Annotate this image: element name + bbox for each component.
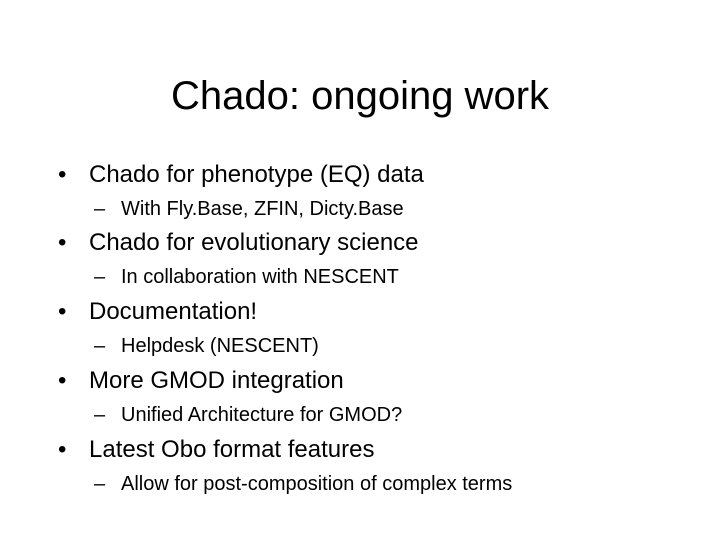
dash-icon: – <box>94 404 106 426</box>
sub-text-5: Allow for post-composition of complex terms <box>121 473 513 495</box>
bullet-text-2: Chado for evolutionary science <box>89 229 419 256</box>
bullet-item-3 <box>58 297 658 327</box>
bullet-item-4 <box>58 366 658 396</box>
bullet-text-5: Latest Obo format features <box>89 436 375 463</box>
bullet-item-1 <box>58 160 658 190</box>
bullet-text-4: More GMOD integration <box>89 367 344 394</box>
dash-icon: – <box>94 473 106 495</box>
dash-icon: – <box>94 266 106 288</box>
dash-icon: – <box>94 198 106 220</box>
bullet-icon: • <box>58 298 67 325</box>
sub-text-4: Unified Architecture for GMOD? <box>121 404 403 426</box>
bullet-icon: • <box>58 161 67 188</box>
sub-item-1 <box>94 196 654 222</box>
sub-item-2 <box>94 264 654 290</box>
sub-text-1: With Fly.Base, ZFIN, Dicty.Base <box>121 198 404 220</box>
sub-item-5 <box>94 471 654 497</box>
sub-text-2: In collaboration with NESCENT <box>121 266 399 288</box>
slide-title: Chado: ongoing work <box>170 74 550 118</box>
sub-text-3: Helpdesk (NESCENT) <box>121 335 319 357</box>
sub-item-3 <box>94 333 654 359</box>
bullet-icon: • <box>58 436 67 463</box>
bullet-text-1: Chado for phenotype (EQ) data <box>89 161 424 188</box>
bullet-text-3: Documentation! <box>89 298 258 325</box>
bullet-icon: • <box>58 229 67 256</box>
bullet-item-5 <box>58 435 658 465</box>
dash-icon: – <box>94 335 106 357</box>
bullet-item-2 <box>58 228 658 258</box>
sub-item-4 <box>94 402 654 428</box>
bullet-icon: • <box>58 367 67 394</box>
